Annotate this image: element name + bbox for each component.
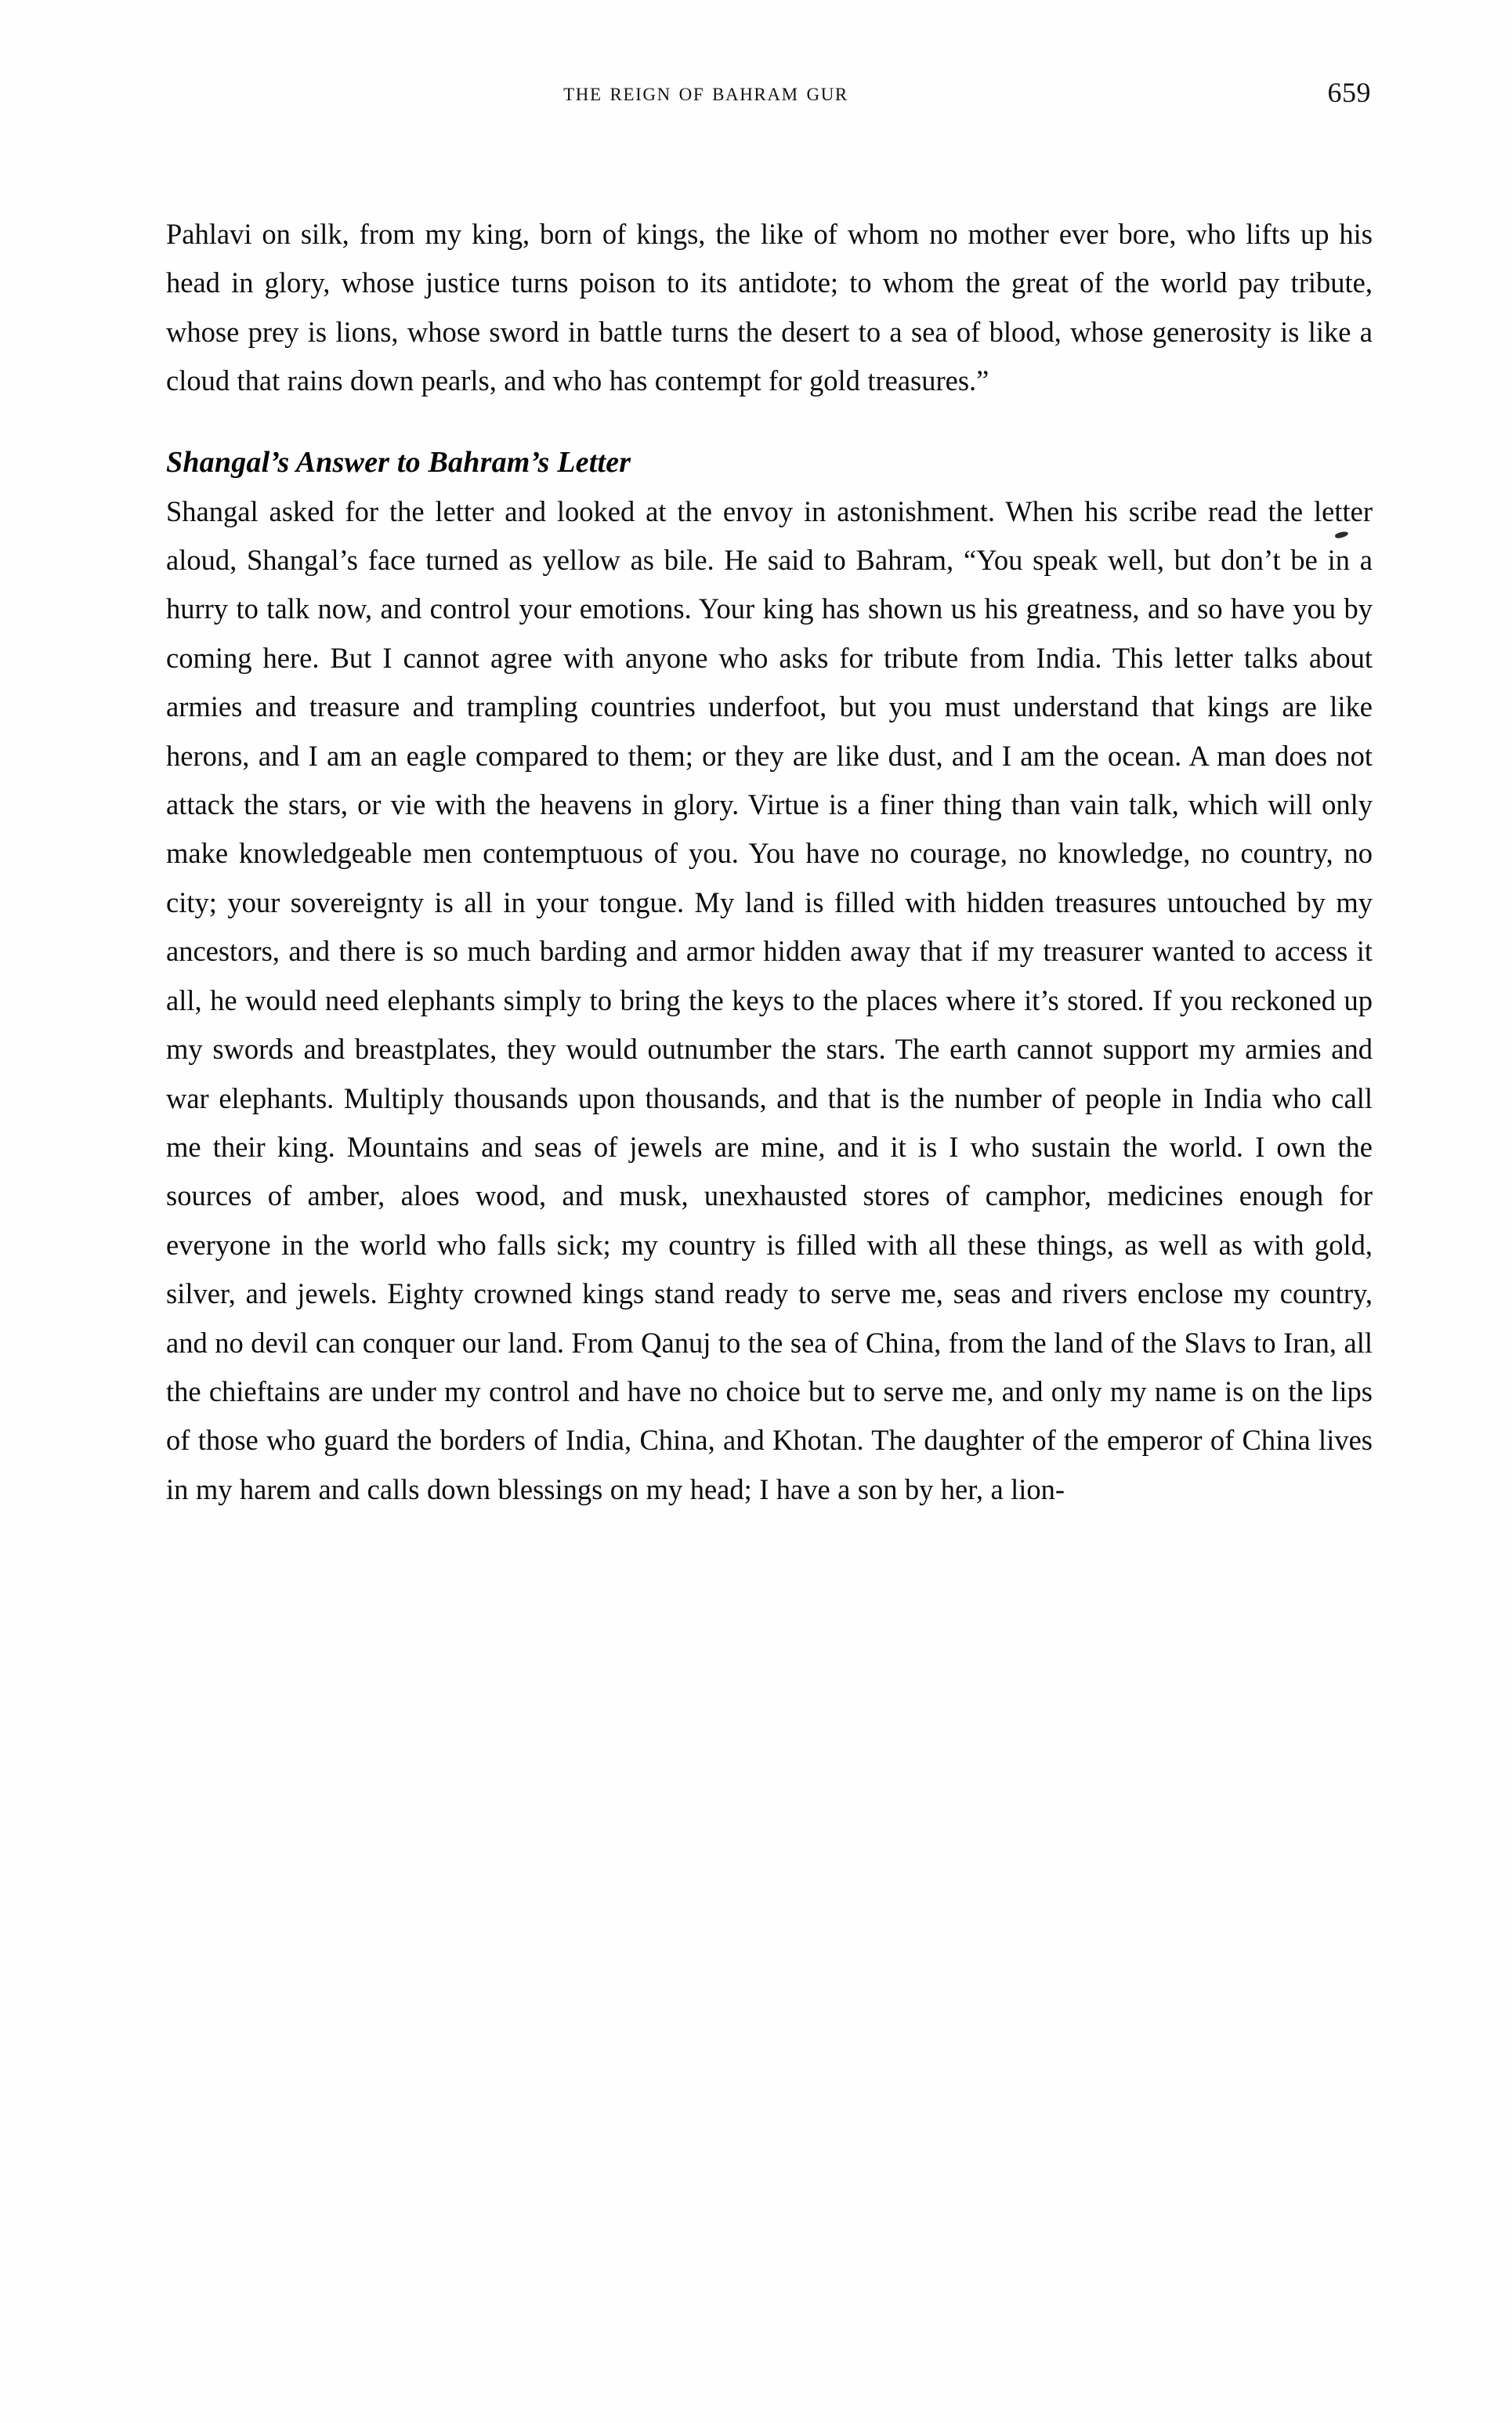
section-subheading: Shangal’s Answer to Bahram’s Letter: [166, 445, 631, 479]
page-number: 659: [1327, 77, 1371, 108]
running-head: [166, 75, 1371, 122]
paragraph-continued: Pahlavi on silk, from my king, born of kings, the like of whom no mother ever bore, who lifts up his head in glory, whose justice turns poison to its antidote; to whom the great of the world pay tribute, whose prey is lions, whose sword in battle turns the desert to a sea of blood, whose generosity is like a cloud that rains down pearls, and who has contempt for gold treasures.”: [166, 218, 1373, 397]
spacer-above-subheading: [166, 406, 1373, 440]
running-head-title: the reign of bahram gur: [563, 78, 848, 107]
text-block: [166, 210, 1373, 1514]
paragraph-main: Shangal asked for the letter and looked at the envoy in astonishment. When his scribe read the letter aloud, Shangal’s face turned as yellow as bile. He said to Bahram, “You speak well, but don’t be in a hurry to talk now, and control your emotions. Your king has shown us his greatness, and so have you by coming here. But I cannot agree with anyone who asks for tribute from India. This letter talks about armies and treasure and trampling countries underfoot, but you must understand that kings are like herons, and I am an eagle compared to them; or they are like dust, and I am the ocean. A man does not attack the stars, or vie with the heavens in glory. Virtue is a finer thing than vain talk, which will only make knowledgeable men contemptuous of you. You have no courage, no knowledge, no country, no city; your sovereignty is all in your tongue. My land is filled with hidden treasures untouched by my ancestors, and there is so much barding and armor hidden away that if my treasurer wanted to access it all, he would need elephants simply to bring the keys to the places where it’s stored. If you reckoned up my swords and breastplates, they would outnumber the stars. The earth cannot support my armies and war elephants. Multiply thousands upon thousands, and that is the number of people in India who call me their king. Mountains and seas of jewels are mine, and it is I who sustain the world. I own the sources of amber, aloes wood, and musk, unexhausted stores of camphor, medicines enough for everyone in the world who falls sick; my country is filled with all these things, as well as with gold, silver, and jewels. Eighty crowned kings stand ready to serve me, seas and rivers enclose my country, and no devil can conquer our land. From Qanuj to the sea of China, from the land of the Slavs to Iran, all the chieftains are under my control and have no choice but to serve me, and only my name is on the lips of those who guard the borders of India, China, and Khotan. The daughter of the emperor of China lives in my harem and calls down blessings on my head; I have a son by her, a lion-: [166, 494, 1373, 1505]
